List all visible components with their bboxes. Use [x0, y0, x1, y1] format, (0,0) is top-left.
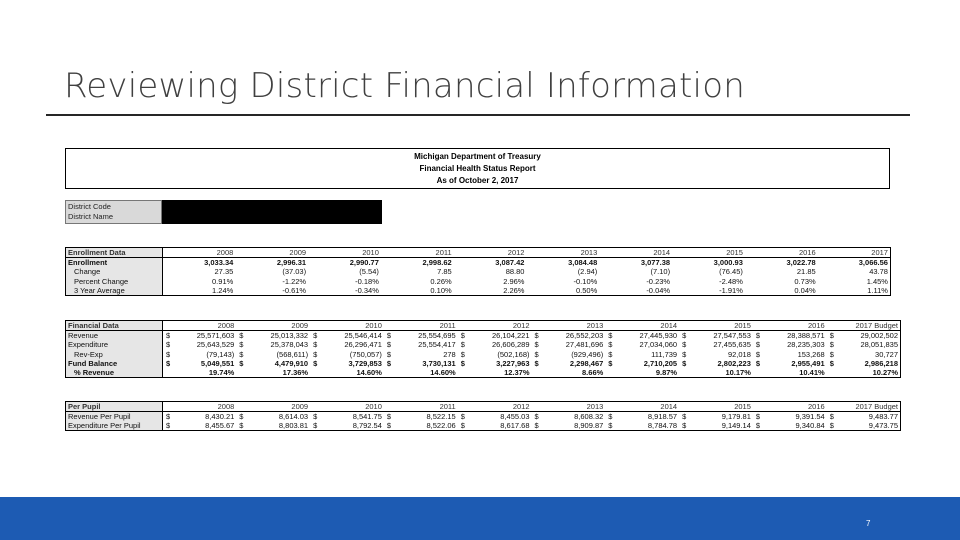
- currency-symbol: $: [829, 412, 834, 421]
- table-row: [66, 421, 901, 431]
- table-cell: -0.04%: [599, 286, 672, 296]
- currency-symbol: $: [679, 421, 692, 431]
- currency-symbol: $: [753, 421, 766, 431]
- year-header: 2010: [308, 248, 381, 258]
- table-cell: 2,998.62: [422, 258, 452, 267]
- table-cell: (750,057): [349, 349, 382, 359]
- currency-symbol: $: [239, 331, 244, 340]
- table-row: [66, 349, 901, 358]
- currency-symbol: $: [386, 358, 392, 368]
- row-label: Enrollment: [66, 258, 163, 268]
- currency-symbol: $: [827, 421, 840, 431]
- table-cell: 17.36%: [249, 368, 310, 378]
- table-cell: (5.54): [359, 267, 379, 277]
- table-cell: 278: [443, 349, 456, 359]
- row-label: Expenditure: [66, 340, 163, 349]
- currency-symbol: $: [755, 331, 761, 340]
- report-title: Financial Health Status Report: [419, 164, 536, 173]
- currency-symbol: $: [829, 349, 834, 359]
- currency-symbol: $: [534, 340, 539, 350]
- currency-symbol: $: [608, 349, 613, 359]
- table-cell: 7.85: [437, 267, 452, 277]
- table-cell: 8,614.03: [278, 412, 309, 421]
- table-cell: 92,018: [727, 349, 751, 359]
- table-cell: 8,918.57: [647, 412, 678, 421]
- currency-symbol: $: [236, 421, 249, 431]
- table-cell: 28,235,303: [787, 340, 825, 350]
- district-info: [65, 200, 383, 224]
- table-cell: 0.10%: [381, 286, 454, 296]
- currency-symbol: $: [239, 340, 244, 350]
- year-header: 2015: [679, 321, 753, 331]
- currency-symbol: [384, 368, 397, 378]
- currency-symbol: [532, 368, 545, 378]
- table-cell: 2,298,467: [569, 358, 604, 368]
- year-header: 2010: [310, 321, 384, 331]
- table-cell: 4,479,910: [274, 358, 309, 368]
- currency-symbol: $: [239, 349, 244, 359]
- table-cell: (929,496): [571, 349, 604, 359]
- table-cell: 2.26%: [454, 286, 527, 296]
- currency-symbol: $: [166, 340, 171, 350]
- table-cell: 9,473.75: [840, 421, 901, 431]
- table-cell: (2.94): [577, 267, 598, 277]
- table-cell: 25,378,043: [270, 340, 309, 350]
- table-cell: 26,606,289: [491, 340, 530, 350]
- currency-symbol: $: [682, 331, 687, 340]
- table-header-row: [66, 321, 901, 331]
- table-cell: 14.60%: [397, 368, 458, 378]
- currency-symbol: $: [386, 412, 392, 421]
- currency-symbol: $: [682, 349, 687, 359]
- year-header: 2013: [526, 248, 599, 258]
- table-header-label: Per Pupil: [66, 402, 163, 412]
- year-header: 2010: [310, 402, 384, 412]
- table-cell: 3,022.78: [786, 258, 816, 267]
- table-cell: 9,179.81: [721, 412, 751, 421]
- table-cell: 0.04%: [745, 286, 818, 296]
- currency-symbol: $: [755, 358, 761, 368]
- table-cell: 26,552,203: [565, 331, 604, 340]
- table-row: [66, 359, 901, 368]
- per-pupil-table: [65, 401, 901, 431]
- year-header: 2012: [458, 402, 532, 412]
- table-row: [66, 286, 891, 296]
- table-cell: 5,049,551: [200, 358, 235, 368]
- table-cell: (7.10): [650, 267, 671, 277]
- table-cell: 21.85: [796, 267, 816, 277]
- currency-symbol: $: [534, 349, 539, 359]
- year-header: 2013: [532, 402, 606, 412]
- currency-symbol: $: [458, 421, 471, 431]
- table-cell: 19.74%: [176, 368, 237, 378]
- table-header-row: [66, 402, 901, 412]
- table-cell: -0.18%: [355, 276, 379, 286]
- year-header: 2015: [679, 402, 753, 412]
- table-cell: 26,104,221: [491, 331, 530, 340]
- table-cell: 8,803.81: [249, 421, 310, 431]
- row-label: Revenue Per Pupil: [66, 412, 163, 422]
- table-cell: -1.22%: [282, 276, 307, 286]
- year-header: 2017 Budget: [827, 321, 901, 331]
- table-cell: (37.03): [282, 267, 307, 277]
- table-cell: 8,608.32: [574, 412, 604, 421]
- table-cell: 3,087.42: [495, 258, 525, 267]
- currency-symbol: $: [460, 358, 465, 368]
- currency-symbol: $: [605, 421, 618, 431]
- currency-symbol: $: [682, 412, 687, 421]
- table-header-row: [66, 248, 891, 258]
- financial-data-table: [65, 320, 901, 378]
- currency-symbol: $: [608, 358, 613, 368]
- table-cell: 3,730,131: [422, 358, 456, 368]
- currency-symbol: [605, 368, 618, 378]
- table-cell: 26,296,471: [344, 340, 382, 350]
- table-row: [66, 412, 901, 422]
- currency-symbol: $: [755, 349, 761, 359]
- table-cell: 10.27%: [840, 368, 901, 378]
- district-code-label: District Code: [68, 202, 111, 211]
- row-label: Revenue: [66, 331, 163, 341]
- currency-symbol: [753, 368, 766, 378]
- footer-bar: [0, 497, 960, 540]
- title-divider: [46, 114, 910, 116]
- table-cell: (76.45): [719, 267, 743, 277]
- table-cell: 28,388,571: [787, 331, 825, 340]
- table-cell: 2,710,205: [643, 358, 678, 368]
- table-cell: 1.45%: [818, 276, 891, 285]
- table-cell: 29,002,502: [840, 331, 901, 341]
- currency-symbol: $: [313, 358, 318, 368]
- year-header: 2009: [236, 402, 310, 412]
- table-cell: 27,034,060: [639, 340, 678, 350]
- table-row: [66, 368, 901, 378]
- table-cell: -0.61%: [235, 286, 308, 296]
- row-label: Fund Balance: [66, 359, 163, 368]
- table-cell: 25,546,414: [344, 331, 382, 340]
- table-cell: 8,455.67: [176, 421, 237, 431]
- currency-symbol: $: [313, 412, 318, 421]
- table-cell: 27,455,635: [713, 340, 751, 350]
- currency-symbol: $: [682, 358, 687, 368]
- currency-symbol: $: [313, 331, 318, 340]
- table-row: [66, 331, 901, 341]
- table-cell: 8,541.75: [352, 412, 382, 421]
- table-cell: 8,522.06: [397, 421, 458, 431]
- currency-symbol: $: [829, 331, 834, 340]
- table-cell: 8,522.15: [426, 412, 456, 421]
- table-cell: 28,051,835: [840, 340, 901, 349]
- table-cell: 3,077.38: [640, 258, 671, 267]
- table-cell: 30,727: [840, 349, 901, 358]
- table-cell: 2.96%: [503, 276, 525, 286]
- currency-symbol: $: [166, 349, 171, 359]
- currency-symbol: $: [460, 349, 465, 359]
- year-header: 2008: [163, 248, 236, 258]
- table-cell: 8,909.87: [545, 421, 606, 431]
- currency-symbol: $: [755, 340, 761, 350]
- district-name-label: District Name: [68, 212, 114, 221]
- year-header: 2008: [163, 402, 237, 412]
- year-header: 2013: [532, 321, 606, 331]
- currency-symbol: [163, 368, 176, 378]
- currency-symbol: $: [755, 412, 761, 421]
- table-cell: 25,571,603: [196, 331, 235, 340]
- table-cell: 0.73%: [794, 276, 816, 286]
- table-cell: -0.10%: [573, 276, 598, 286]
- row-label: Percent Change: [66, 276, 163, 285]
- table-cell: -0.34%: [308, 286, 381, 296]
- table-cell: 2,986,218: [840, 359, 901, 368]
- row-label: Rev-Exp: [66, 349, 163, 358]
- table-cell: 88.80: [505, 267, 525, 277]
- currency-symbol: $: [166, 358, 171, 368]
- currency-symbol: $: [239, 358, 244, 368]
- currency-symbol: $: [829, 340, 834, 350]
- table-cell: 25,013,332: [270, 331, 309, 340]
- currency-symbol: $: [386, 349, 392, 359]
- table-cell: 2,996.31: [276, 258, 307, 267]
- enrollment-table: [65, 247, 891, 296]
- year-header: 2008: [163, 321, 237, 331]
- table-cell: 27,481,696: [565, 340, 604, 350]
- table-cell: 3,033.34: [204, 258, 234, 267]
- currency-symbol: $: [460, 412, 465, 421]
- table-cell: 3,227,963: [496, 358, 530, 368]
- table-cell: 0.50%: [526, 286, 599, 296]
- table-cell: 10.17%: [692, 368, 753, 378]
- table-cell: 9.87%: [618, 368, 679, 378]
- row-label: Change: [66, 267, 163, 276]
- row-label: % Revenue: [66, 368, 163, 378]
- currency-symbol: $: [313, 349, 318, 359]
- currency-symbol: $: [166, 412, 171, 421]
- currency-symbol: $: [386, 331, 392, 340]
- currency-symbol: $: [534, 331, 539, 340]
- table-cell: 153,268: [797, 349, 825, 359]
- currency-symbol: $: [460, 331, 465, 340]
- table-row: [66, 276, 891, 285]
- table-cell: 8,792.54: [323, 421, 384, 431]
- table-cell: 2,990.77: [349, 258, 379, 267]
- year-header: 2016: [753, 402, 827, 412]
- currency-symbol: $: [829, 358, 834, 368]
- currency-symbol: $: [166, 331, 171, 340]
- year-header: 2014: [605, 402, 679, 412]
- year-header: 2017: [818, 248, 891, 258]
- redacted-district-values: [162, 200, 382, 224]
- table-cell: -2.48%: [719, 276, 743, 286]
- table-cell: 3,066.56: [818, 258, 891, 268]
- table-header-label: Enrollment Data: [66, 248, 163, 258]
- table-cell: 111,739: [651, 349, 678, 359]
- table-cell: 1.24%: [163, 286, 236, 296]
- page-number: 7: [866, 519, 871, 528]
- currency-symbol: $: [310, 421, 323, 431]
- year-header: 2011: [384, 321, 458, 331]
- table-cell: 3,084.48: [568, 258, 598, 267]
- currency-symbol: $: [239, 412, 244, 421]
- table-cell: -1.91%: [672, 286, 745, 296]
- table-cell: 8,617.68: [471, 421, 532, 431]
- table-cell: 25,554,695: [418, 331, 456, 340]
- year-header: 2017 Budget: [827, 402, 901, 412]
- year-header: 2009: [236, 321, 310, 331]
- currency-symbol: $: [608, 340, 613, 350]
- currency-symbol: [458, 368, 471, 378]
- table-cell: 14.60%: [323, 368, 384, 378]
- table-cell: 9,391.54: [795, 412, 825, 421]
- table-cell: 27,445,930: [639, 331, 678, 340]
- currency-symbol: $: [682, 340, 687, 350]
- currency-symbol: [679, 368, 692, 378]
- table-row: [66, 258, 891, 268]
- table-cell: 43.78: [818, 267, 891, 276]
- year-header: 2012: [454, 248, 527, 258]
- year-header: 2016: [745, 248, 818, 258]
- table-cell: 25,554,417: [418, 340, 456, 350]
- currency-symbol: [310, 368, 323, 378]
- year-header: 2009: [235, 248, 308, 258]
- currency-symbol: $: [608, 412, 613, 421]
- table-row: [66, 267, 891, 276]
- table-cell: 25,643,529: [196, 340, 235, 350]
- currency-symbol: $: [313, 340, 318, 350]
- table-cell: 3,000.93: [713, 258, 743, 267]
- slide-title: Reviewing District Financial Information: [64, 66, 745, 106]
- table-cell: 27.35: [214, 267, 234, 277]
- district-labels: [65, 200, 162, 224]
- year-header: 2014: [599, 248, 672, 258]
- currency-symbol: $: [384, 421, 397, 431]
- table-cell: (502,168): [497, 349, 530, 359]
- currency-symbol: [827, 368, 840, 378]
- currency-symbol: $: [163, 421, 176, 431]
- table-cell: 0.26%: [430, 276, 452, 286]
- table-cell: 10.41%: [766, 368, 827, 378]
- report-header: [65, 148, 890, 189]
- year-header: 2016: [753, 321, 827, 331]
- table-row: [66, 340, 901, 349]
- table-header-label: Financial Data: [66, 321, 163, 331]
- report-agency: Michigan Department of Treasury: [414, 152, 541, 161]
- table-cell: 8.66%: [545, 368, 606, 378]
- currency-symbol: $: [460, 340, 465, 350]
- table-cell: (568,611): [276, 349, 309, 359]
- currency-symbol: $: [608, 331, 613, 340]
- table-cell: 12.37%: [471, 368, 532, 378]
- report-date: As of October 2, 2017: [436, 176, 519, 185]
- table-cell: (79,143): [206, 349, 235, 359]
- year-header: 2012: [458, 321, 532, 331]
- table-cell: 9,483.77: [840, 412, 901, 422]
- year-header: 2014: [605, 321, 679, 331]
- table-cell: 8,455.03: [500, 412, 530, 421]
- year-header: 2015: [672, 248, 745, 258]
- table-cell: 2,955,491: [791, 358, 825, 368]
- table-cell: 27,547,553: [713, 331, 751, 340]
- currency-symbol: $: [534, 358, 539, 368]
- currency-symbol: $: [534, 412, 539, 421]
- currency-symbol: $: [532, 421, 545, 431]
- row-label: Expenditure Per Pupil: [66, 421, 163, 431]
- currency-symbol: [236, 368, 249, 378]
- table-cell: 9,340.84: [766, 421, 827, 431]
- year-header: 2011: [384, 402, 458, 412]
- table-cell: 8,784.78: [618, 421, 679, 431]
- row-label: 3 Year Average: [66, 286, 163, 296]
- table-cell: 2,802,223: [717, 358, 751, 368]
- table-cell: 9,149.14: [692, 421, 753, 431]
- table-cell: 0.91%: [212, 276, 234, 286]
- year-header: 2011: [381, 248, 454, 258]
- table-cell: 8,430.21: [205, 412, 235, 421]
- table-cell: 1.11%: [818, 286, 891, 296]
- table-cell: -0.23%: [646, 276, 671, 286]
- currency-symbol: $: [386, 340, 392, 350]
- table-cell: 3,729,853: [348, 358, 382, 368]
